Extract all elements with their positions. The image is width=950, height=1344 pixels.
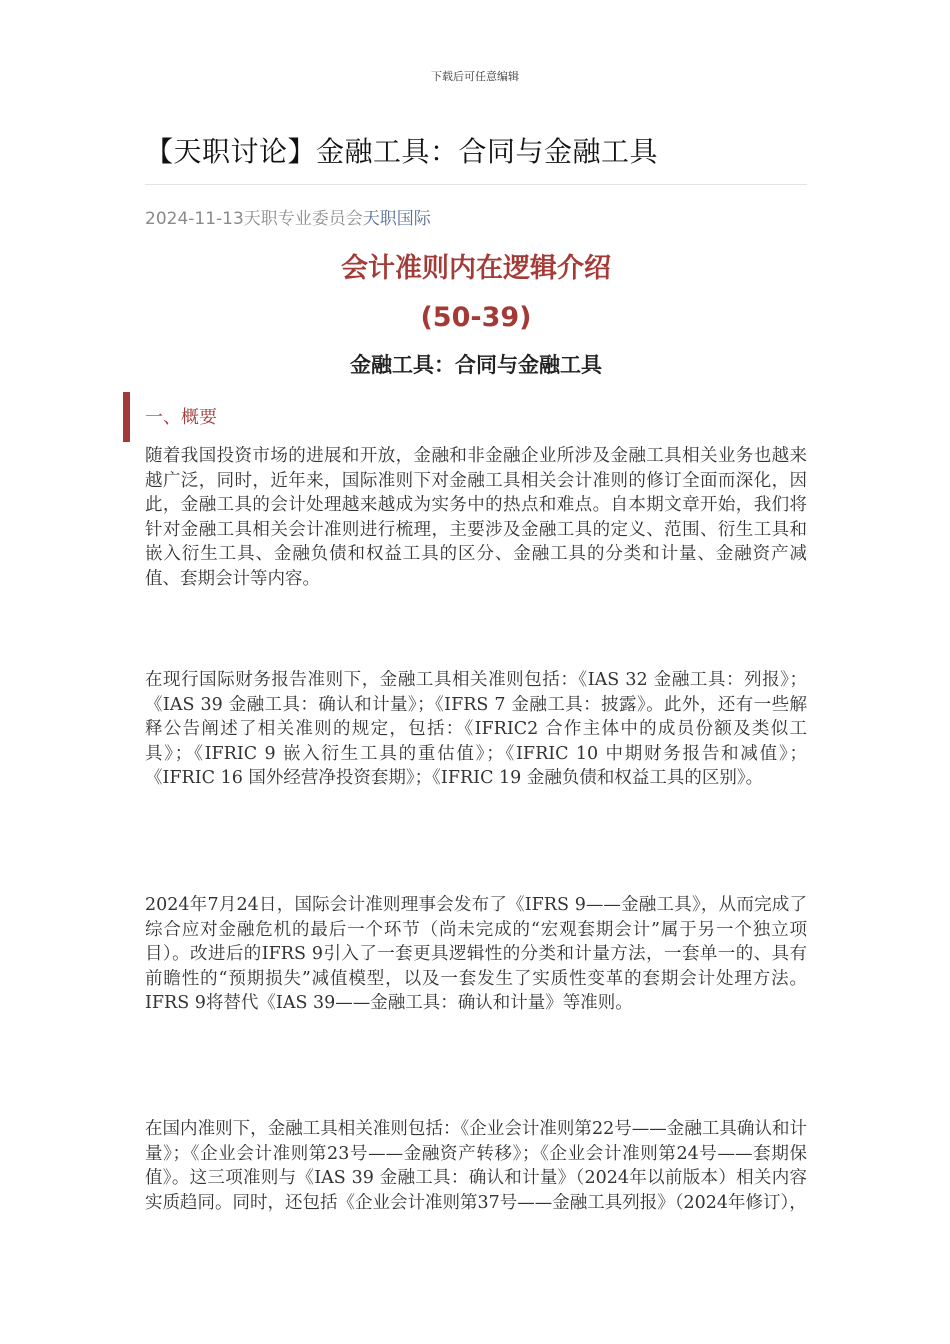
paragraph-4: 在国内准则下，金融工具相关准则包括：《企业会计准则第22号——金融工具确认和计量》；《企业会计准则第23号——金融资产转移》；《企业会计准则第24号——套期保值》。这三项准则与《IAS 39 金融工具：确认和计量》（2024年以前版本）相关内容实质趋同。同时，还包括《企业会计准则第37号——金融工具列报》（2024年修订）， bbox=[145, 1119, 807, 1213]
meta-date-author: 2024-11-13天职专业委员会 bbox=[145, 209, 363, 229]
section-heading: 一、概要 bbox=[145, 407, 217, 428]
article-meta bbox=[145, 207, 807, 231]
paragraph-1: 随着我国投资市场的进展和开放，金融和非金融企业所涉及金融工具相关业务也越来越广泛，同时，近年来，国际准则下对金融工具相关会计准则的修订全面而深化，因此，金融工具的会计处理越来越成为实务中的热点和难点。自本期文章开始，我们将针对金融工具相关会计准则进行梳理，主要涉及金融工具的定义、范围、衍生工具和嵌入衍生工具、金融负债和权益工具的区分、金融工具的分类和计量、金融资产减值、套期会计等内容。 bbox=[145, 446, 807, 589]
article-header bbox=[145, 132, 807, 380]
section-accent-bar bbox=[123, 392, 130, 442]
subheadline: 金融工具：合同与金融工具 bbox=[350, 353, 602, 377]
page-header: 下载后可任意编辑 bbox=[431, 70, 519, 83]
article-title: 【天职讨论】金融工具：合同与金融工具 bbox=[145, 135, 659, 168]
headline-line2: (50-39) bbox=[420, 302, 532, 333]
paragraph-2: 在现行国际财务报告准则下，金融工具相关准则包括：《IAS 32 金融工具：列报》；《IAS 39 金融工具：确认和计量》；《IFRS 7 金融工具：披露》。此外，还有一些解释公告阐述了相关准则的规定，包括：《IFRIC2 合作主体中的成员份额及类似工具》；《IFRIC 9 嵌入衍生工具的重估值》；《IFRIC 10 中期财务报告和减值》；《IFRIC 16 国外经营净投资套期》；《IFRIC 19 金融负债和权益工具的区别》。 bbox=[145, 670, 807, 789]
title-divider bbox=[145, 184, 807, 185]
paragraph-3: 2024年7月24日，国际会计准则理事会发布了《IFRS 9——金融工具》，从而完成了综合应对金融危机的最后一个环节（尚未完成的“宏观套期会计”属于另一个独立项目）。改进后的IFRS 9引入了一套更具逻辑性的分类和计量方法，一套单一的、具有前瞻性的“预期损失”减值模型，以及一套发生了实质性变革的套期会计处理方法。IFRS 9将替代《IAS 39——金融工具：确认和计量》等准则。 bbox=[145, 895, 807, 1014]
meta-account-link[interactable]: 天职国际 bbox=[362, 209, 431, 229]
headline-line1: 会计准则内在逻辑介绍 bbox=[341, 253, 611, 284]
